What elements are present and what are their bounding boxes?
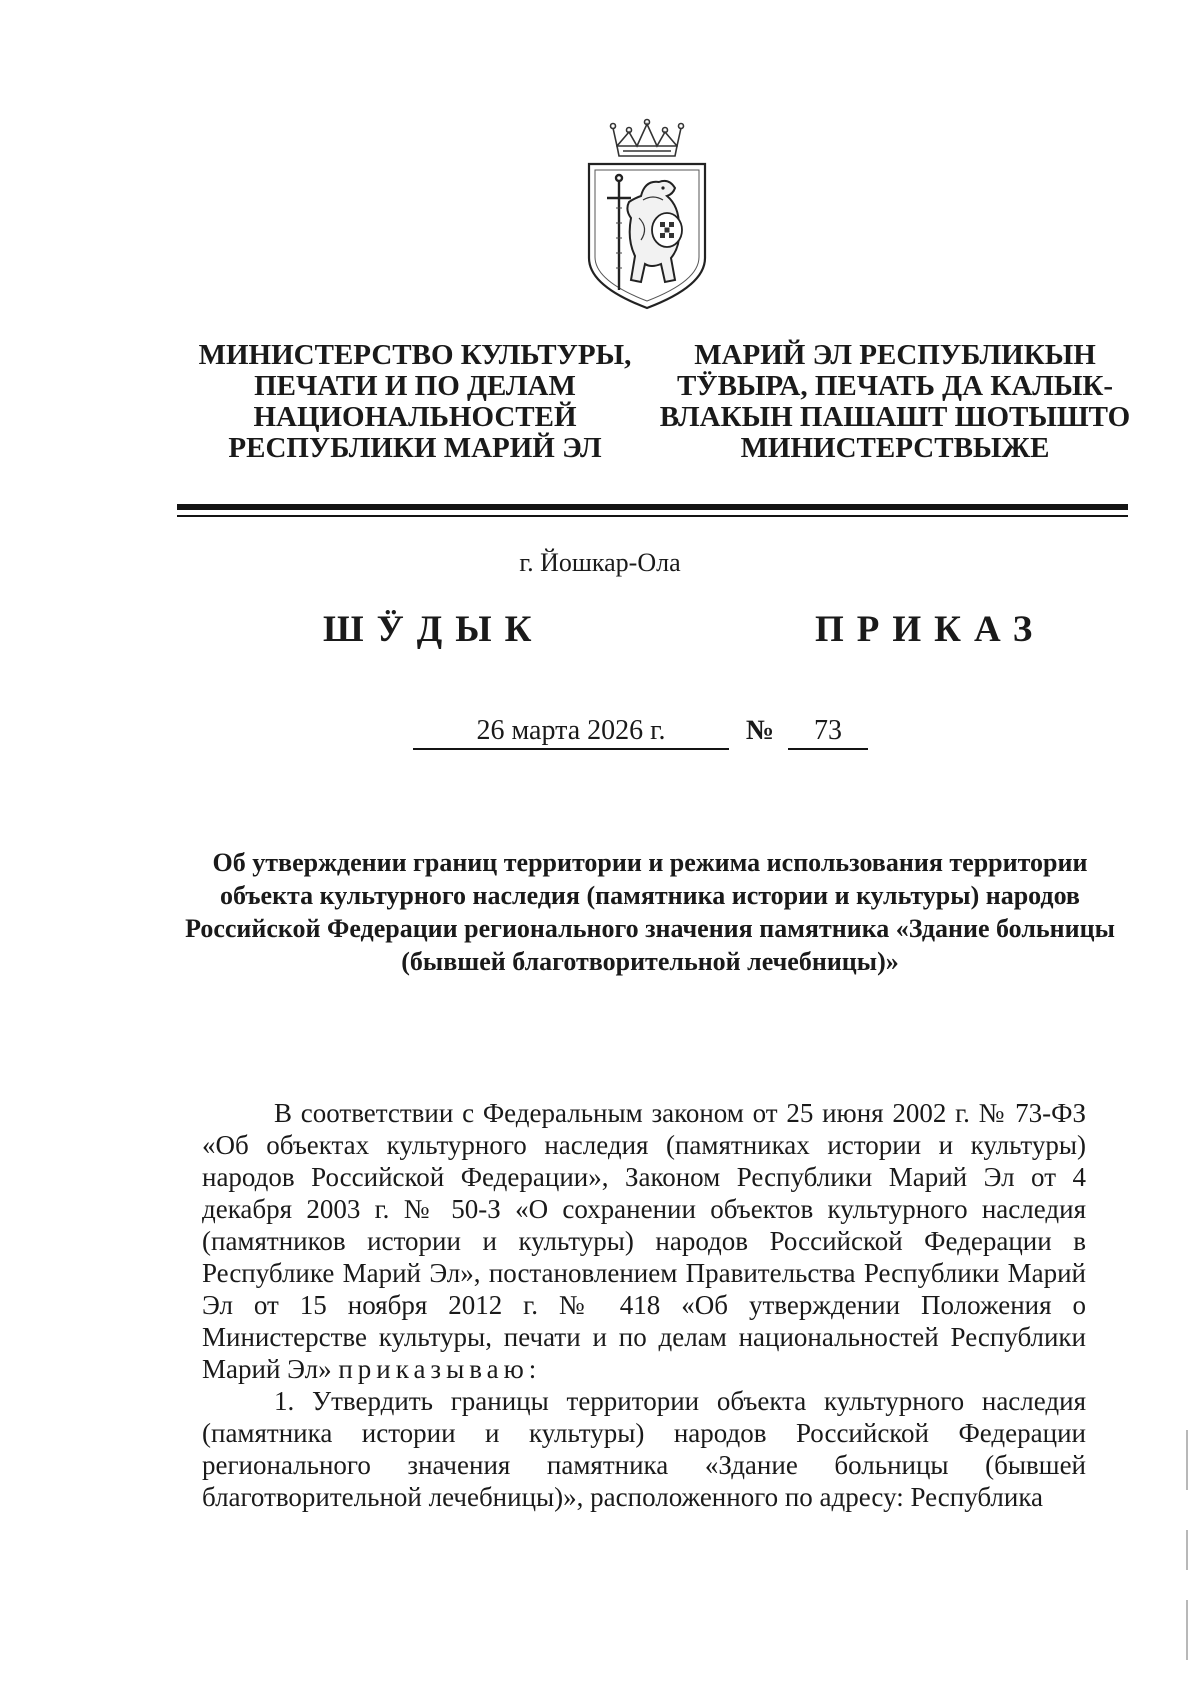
- ministry-name-russian: [190, 340, 640, 464]
- coat-of-arms-icon: [583, 118, 711, 314]
- body-paragraph-1: [202, 1097, 1086, 1385]
- ministry-name-mari: [650, 340, 1140, 464]
- city-name: г. Йошкар-Ола: [519, 548, 681, 577]
- order-title: Об утверждении границ территории и режима использования территории объекта культурного наследия (памятника истории и культуры) народов Российской Федерации регионального значения памятника «Здание больницы (бывшей благотворительной лечебницы)»: [185, 848, 1115, 976]
- header-divider-thin: [177, 515, 1128, 517]
- order-number: 73: [788, 714, 868, 750]
- ministry-name-mari-line-4: МИНИСТЕРСТВЫЖЕ: [740, 432, 1050, 464]
- body-paragraph-1-text: В соответствии с Федеральным законом от 25 июня 2002 г. № 73-ФЗ «Об объектах культурного наследия (памятниках истории и культуры) народов Российской Федерации», Законом Республики Марий Эл от 4 декабря 2003 г. № 50-З «О сохранении объектов культурного наследия (памятников истории и культуры) народов Российской Федерации в Республике Марий Эл», постановлением Правительства Республики Марий Эл от 15 ноября 2012 г. № 418 «Об утверждении Положения о Министерстве культуры, печати и по делам национальностей Республики Марий Эл»: [202, 1098, 1086, 1384]
- body-command-word: приказываю:: [338, 1354, 542, 1384]
- number-sign: №: [745, 715, 775, 746]
- document-type-russian: ПРИКАЗ: [815, 609, 1046, 650]
- order-body: [202, 1097, 1086, 1513]
- ministry-name-ru-line-4: РЕСПУБЛИКИ МАРИЙ ЭЛ: [228, 432, 602, 464]
- date-number-line: [0, 714, 1200, 754]
- scan-edge-mark: [1186, 1530, 1188, 1570]
- ministry-name-ru-line-3: НАЦИОНАЛЬНОСТЕЙ: [253, 401, 577, 433]
- order-date: 26 марта 2026 г.: [413, 714, 729, 750]
- ministry-name-mari-line-1: МАРИЙ ЭЛ РЕСПУБЛИКЫН: [694, 339, 1096, 371]
- body-paragraph-2: 1. Утвердить границы территории объекта культурного наследия (памятника истории и культуры) народов Российской Федерации регионального значения памятника «Здание больницы (бывшей благотворительной лечебницы)», расположенного по адресу: Республика: [202, 1386, 1086, 1512]
- header-divider-thick: [177, 504, 1128, 510]
- ministry-name-mari-line-2: ТӰВЫРА, ПЕЧАТЬ ДА КАЛЫК-: [676, 370, 1114, 402]
- scan-edge-mark: [1186, 1600, 1188, 1660]
- ministry-name-ru-line-2: ПЕЧАТИ И ПО ДЕЛАМ: [254, 370, 576, 402]
- ministry-name-ru-line-1: МИНИСТЕРСТВО КУЛЬТУРЫ,: [198, 339, 632, 371]
- document-type-mari: ШӰДЫК: [323, 609, 545, 650]
- ministry-name-mari-line-3: ВЛАКЫН ПАШАШТ ШОТЫШТО: [659, 401, 1131, 433]
- scan-edge-mark: [1186, 1430, 1188, 1490]
